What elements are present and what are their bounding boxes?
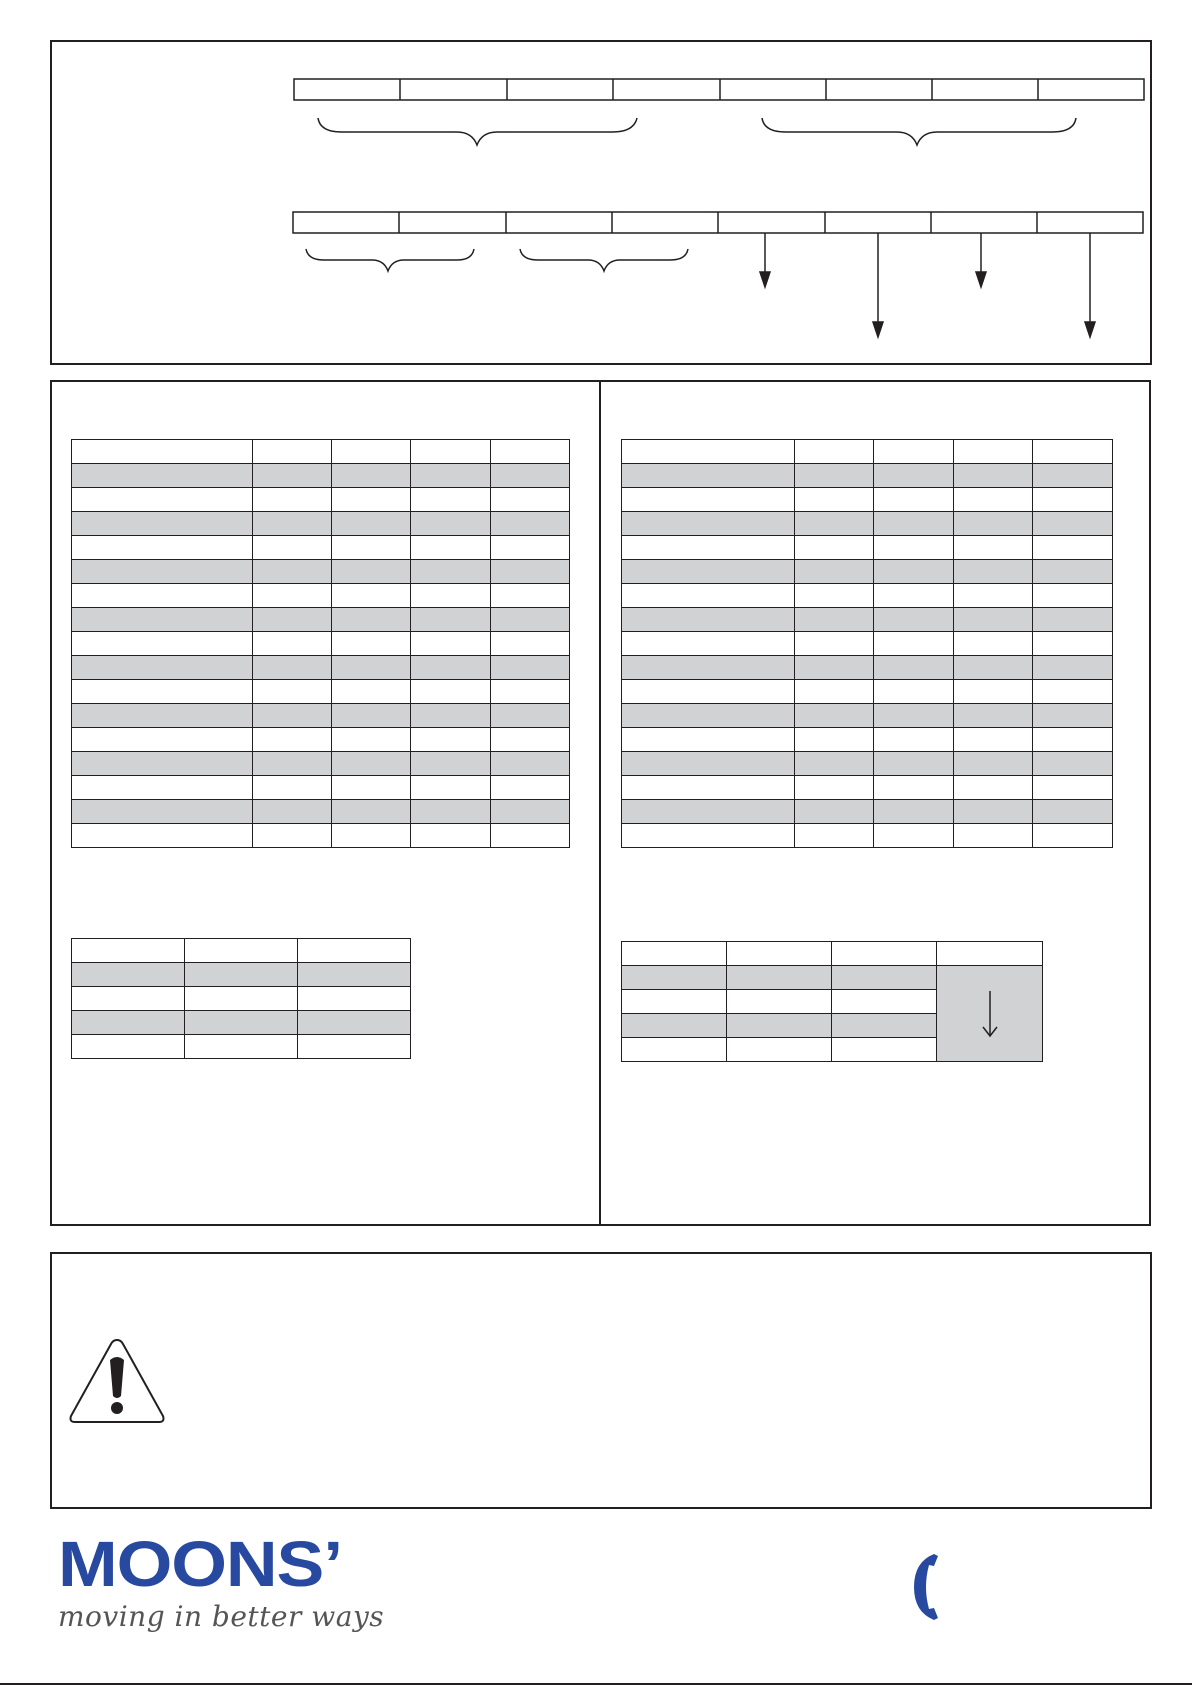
table-row: [622, 536, 1113, 560]
table-cell: [954, 464, 1033, 488]
brace-upper-right: [762, 118, 1076, 145]
table-cell: [411, 440, 491, 464]
table-row: [622, 512, 1113, 536]
table-cell: [954, 704, 1033, 728]
table-row: [622, 824, 1113, 848]
table-cell: [332, 512, 411, 536]
table-cell: [332, 584, 411, 608]
table-cell: [332, 632, 411, 656]
table-cell: [1033, 824, 1113, 848]
table-row: [72, 1035, 411, 1059]
table-cell: [1033, 512, 1113, 536]
register-row-upper: [294, 79, 1144, 100]
table-cell: [185, 939, 298, 963]
table-cell: [411, 512, 491, 536]
table-cell: [253, 536, 332, 560]
table-cell: [491, 488, 570, 512]
table-cell: [491, 584, 570, 608]
table-cell: [874, 488, 954, 512]
table-row: [72, 536, 570, 560]
table-cell: [332, 728, 411, 752]
table-row: [72, 800, 570, 824]
table-cell: [253, 440, 332, 464]
table-cell: [72, 440, 253, 464]
table-cell: [72, 939, 185, 963]
table-cell: [874, 800, 954, 824]
table-row: [72, 632, 570, 656]
table-cell: [491, 776, 570, 800]
table-cell: [622, 512, 795, 536]
table-cell: [411, 488, 491, 512]
right-small-table: [621, 941, 1043, 1062]
brand-logo: [58, 1528, 385, 1633]
table-cell: [253, 488, 332, 512]
table-cell: [72, 963, 185, 987]
table-cell: [795, 488, 874, 512]
table-cell: [72, 536, 253, 560]
table-cell: [795, 440, 874, 464]
table-cell: [954, 728, 1033, 752]
table-row: [72, 728, 570, 752]
table-cell: [622, 584, 795, 608]
table-cell: [185, 963, 298, 987]
table-cell: [72, 728, 253, 752]
table-cell: [874, 440, 954, 464]
table-cell: [253, 656, 332, 680]
table-row: [622, 800, 1113, 824]
table-cell: [795, 608, 874, 632]
table-cell: [491, 800, 570, 824]
bit-diagram: [52, 42, 1150, 363]
table-row: [72, 656, 570, 680]
table-cell: [491, 536, 570, 560]
table-cell: [874, 752, 954, 776]
table-cell: [72, 800, 253, 824]
table-cell: [874, 680, 954, 704]
brand-name: MOONS’: [58, 1528, 342, 1600]
table-cell: [954, 800, 1033, 824]
table-cell: [72, 584, 253, 608]
table-cell: [298, 963, 411, 987]
table-cell: [491, 632, 570, 656]
table-cell: [954, 680, 1033, 704]
shaded-merged-cell: [937, 966, 1043, 1062]
table-cell: [1033, 584, 1113, 608]
table-cell: [411, 776, 491, 800]
table-cell: [795, 560, 874, 584]
table-cell: [491, 752, 570, 776]
table-cell: [185, 1035, 298, 1059]
table-cell: [874, 560, 954, 584]
table-cell: [874, 824, 954, 848]
table-row: [72, 488, 570, 512]
table-cell: [298, 939, 411, 963]
table-cell: [622, 728, 795, 752]
table-cell: [874, 656, 954, 680]
table-cell: [411, 824, 491, 848]
table-cell: [795, 536, 874, 560]
bit-diagram-panel: [50, 40, 1152, 365]
table-cell: [411, 536, 491, 560]
table-cell: [622, 488, 795, 512]
table-cell: [253, 704, 332, 728]
table-cell: [491, 440, 570, 464]
table-cell: [795, 656, 874, 680]
table-cell: [1033, 752, 1113, 776]
table-cell: [1033, 536, 1113, 560]
table-cell: [795, 800, 874, 824]
table-cell: [874, 536, 954, 560]
table-cell: [622, 704, 795, 728]
table-row: [72, 584, 570, 608]
table-cell: [72, 608, 253, 632]
table-cell: [795, 632, 874, 656]
table-cell: [298, 1011, 411, 1035]
table-row: [622, 752, 1113, 776]
table-cell: [491, 512, 570, 536]
table-cell: [954, 632, 1033, 656]
table-row: [72, 704, 570, 728]
table-row: [622, 776, 1113, 800]
table-cell: [622, 800, 795, 824]
table-row: [622, 464, 1113, 488]
table-cell: [795, 728, 874, 752]
right-main-table: [621, 439, 1113, 848]
arrow-down-icon: [980, 987, 1000, 1041]
phone-icon: [912, 1552, 942, 1622]
table-cell: [1033, 680, 1113, 704]
table-cell: [332, 704, 411, 728]
table-cell: [72, 1035, 185, 1059]
table-cell: [411, 632, 491, 656]
table-cell: [332, 440, 411, 464]
table-cell: [622, 464, 795, 488]
table-cell: [411, 656, 491, 680]
table-row: [622, 488, 1113, 512]
table-row: [622, 728, 1113, 752]
table-cell: [253, 632, 332, 656]
table-cell: [72, 1011, 185, 1035]
table-cell: [954, 536, 1033, 560]
table-cell: [72, 632, 253, 656]
table-cell: [72, 656, 253, 680]
table-cell: [72, 560, 253, 584]
table-cell: [795, 512, 874, 536]
left-main-table: [71, 439, 570, 848]
table-row: [72, 512, 570, 536]
table-cell: [253, 728, 332, 752]
table-row: [72, 1011, 411, 1035]
table-cell: [795, 680, 874, 704]
table-cell: [72, 752, 253, 776]
table-cell: [795, 752, 874, 776]
table-row: [622, 584, 1113, 608]
table-row: [622, 942, 1043, 966]
brace-lower-left: [306, 249, 474, 271]
table-row: [622, 680, 1113, 704]
table-row: [72, 963, 411, 987]
table-cell: [622, 776, 795, 800]
table-row: [622, 704, 1113, 728]
table-row: [622, 608, 1113, 632]
table-cell: [411, 704, 491, 728]
table-cell: [1033, 488, 1113, 512]
table-row: [72, 464, 570, 488]
table-cell: [72, 824, 253, 848]
table-row: [622, 966, 1043, 990]
table-cell: [622, 656, 795, 680]
table-cell: [954, 824, 1033, 848]
table-cell: [411, 728, 491, 752]
table-cell: [954, 440, 1033, 464]
register-row-lower: [293, 212, 1143, 233]
table-row: [622, 656, 1113, 680]
table-cell: [874, 608, 954, 632]
table-cell: [72, 464, 253, 488]
table-cell: [954, 656, 1033, 680]
table-cell: [874, 632, 954, 656]
table-cell: [622, 560, 795, 584]
table-cell: [411, 464, 491, 488]
table-cell: [332, 800, 411, 824]
table-cell: [332, 776, 411, 800]
table-cell: [253, 824, 332, 848]
table-cell: [795, 824, 874, 848]
table-cell: [622, 680, 795, 704]
table-cell: [332, 824, 411, 848]
warning-panel: [50, 1252, 1152, 1509]
table-cell: [491, 824, 570, 848]
table-cell: [795, 776, 874, 800]
table-cell: [795, 464, 874, 488]
table-cell: [1033, 608, 1113, 632]
table-cell: [954, 752, 1033, 776]
table-cell: [874, 584, 954, 608]
table-cell: [411, 584, 491, 608]
table-cell: [622, 824, 795, 848]
table-row: [72, 608, 570, 632]
table-cell: [954, 584, 1033, 608]
table-cell: [1033, 440, 1113, 464]
table-cell: [954, 512, 1033, 536]
table-cell: [491, 560, 570, 584]
table-cell: [1033, 800, 1113, 824]
table-row: [72, 939, 411, 963]
table-cell: [332, 464, 411, 488]
table-row: [622, 440, 1113, 464]
table-cell: [411, 560, 491, 584]
table-cell: [332, 488, 411, 512]
table-cell: [1033, 632, 1113, 656]
table-cell: [72, 488, 253, 512]
table-cell: [411, 608, 491, 632]
table-cell: [795, 704, 874, 728]
table-cell: [954, 560, 1033, 584]
table-row: [72, 680, 570, 704]
table-cell: [185, 987, 298, 1011]
table-cell: [491, 704, 570, 728]
table-cell: [1033, 560, 1113, 584]
brace-upper-left: [318, 118, 637, 145]
table-cell: [298, 1035, 411, 1059]
table-cell: [622, 440, 795, 464]
table-cell: [411, 680, 491, 704]
table-row: [72, 560, 570, 584]
table-cell: [622, 536, 795, 560]
table-cell: [1033, 656, 1113, 680]
table-row: [72, 440, 570, 464]
table-cell: [253, 680, 332, 704]
table-cell: [253, 464, 332, 488]
table-row: [72, 752, 570, 776]
table-cell: [253, 560, 332, 584]
table-cell: [72, 987, 185, 1011]
table-cell: [491, 728, 570, 752]
table-cell: [874, 512, 954, 536]
table-cell: [332, 536, 411, 560]
table-row: [72, 987, 411, 1011]
table-cell: [1033, 704, 1113, 728]
table-cell: [1033, 464, 1113, 488]
table-cell: [1033, 728, 1113, 752]
table-cell: [253, 584, 332, 608]
table-cell: [491, 608, 570, 632]
table-cell: [622, 752, 795, 776]
table-cell: [72, 776, 253, 800]
table-cell: [72, 680, 253, 704]
table-cell: [874, 464, 954, 488]
table-row: [622, 560, 1113, 584]
table-cell: [253, 800, 332, 824]
table-cell: [411, 752, 491, 776]
table-cell: [185, 1011, 298, 1035]
table-cell: [491, 464, 570, 488]
brand-tagline: moving in better ways: [58, 1600, 385, 1633]
table-cell: [332, 608, 411, 632]
table-cell: [253, 608, 332, 632]
table-cell: [954, 488, 1033, 512]
table-cell: [874, 728, 954, 752]
table-cell: [332, 752, 411, 776]
table-cell: [874, 704, 954, 728]
table-cell: [491, 656, 570, 680]
table-cell: [332, 656, 411, 680]
table-cell: [332, 680, 411, 704]
tables-panel-divider: [599, 380, 601, 1226]
table-cell: [253, 776, 332, 800]
warning-triangle-icon: [67, 1336, 167, 1428]
table-cell: [874, 776, 954, 800]
table-row: [72, 776, 570, 800]
table-cell: [795, 584, 874, 608]
table-cell: [253, 752, 332, 776]
brace-lower-right: [520, 249, 688, 271]
table-cell: [332, 560, 411, 584]
table-cell: [72, 704, 253, 728]
table-cell: [411, 800, 491, 824]
table-cell: [622, 632, 795, 656]
table-cell: [298, 987, 411, 1011]
table-cell: [622, 608, 795, 632]
table-cell: [253, 512, 332, 536]
left-small-table: [71, 938, 411, 1059]
table-cell: [1033, 776, 1113, 800]
table-row: [622, 632, 1113, 656]
table-cell: [954, 776, 1033, 800]
table-row: [72, 824, 570, 848]
table-cell: [72, 512, 253, 536]
table-cell: [954, 608, 1033, 632]
table-cell: [491, 680, 570, 704]
